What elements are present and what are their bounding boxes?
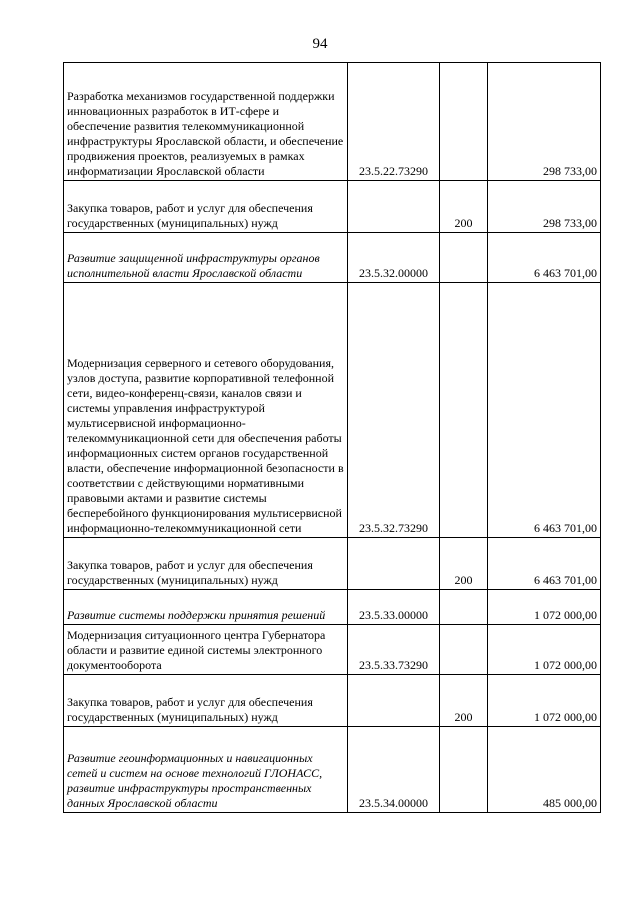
row-code: 23.5.33.00000: [348, 590, 440, 625]
row-type: 200: [440, 538, 488, 590]
row-sum: 485 000,00: [488, 727, 601, 813]
page-number: 94: [312, 36, 328, 52]
row-type: [440, 590, 488, 625]
table-row: [64, 675, 601, 727]
row-type: [440, 727, 488, 813]
row-type: [440, 283, 488, 538]
row-name: Разработка механизмов государственной поддержки инновационных разработок в ИТ-сфере и обеспечение развития телекоммуникационной инфраструктуры Ярославской области, и обеспечение продвижения проектов, реализуемых в рамках информатизации Ярославской области: [64, 63, 348, 181]
table-row: [64, 233, 601, 283]
row-code: 23.5.22.73290: [348, 63, 440, 181]
row-sum: 6 463 701,00: [488, 538, 601, 590]
row-code: [348, 538, 440, 590]
row-name: Развитие системы поддержки принятия решений: [64, 590, 348, 625]
row-sum: 1 072 000,00: [488, 625, 601, 675]
row-type: 200: [440, 675, 488, 727]
row-sum: 298 733,00: [488, 181, 601, 233]
row-name: Закупка товаров, работ и услуг для обеспечения государственных (муниципальных) нужд: [64, 538, 348, 590]
row-sum: 1 072 000,00: [488, 675, 601, 727]
row-name: Развитие геоинформационных и навигационных сетей и систем на основе технологий ГЛОНАСС, развитие инфраструктуры пространственных данных Ярославской области: [64, 727, 348, 813]
row-name: Закупка товаров, работ и услуг для обеспечения государственных (муниципальных) нужд: [64, 675, 348, 727]
row-type: 200: [440, 181, 488, 233]
row-sum: 6 463 701,00: [488, 283, 601, 538]
table-row: [64, 63, 601, 181]
row-code: 23.5.34.00000: [348, 727, 440, 813]
table-row: [64, 283, 601, 538]
table-row: [64, 727, 601, 813]
row-name: Развитие защищенной инфраструктуры органов исполнительной власти Ярославской области: [64, 233, 348, 283]
table-row: [64, 181, 601, 233]
budget-table: [63, 62, 601, 813]
row-code: 23.5.33.73290: [348, 625, 440, 675]
row-code: [348, 675, 440, 727]
row-sum: 1 072 000,00: [488, 590, 601, 625]
row-sum: 6 463 701,00: [488, 233, 601, 283]
row-type: [440, 625, 488, 675]
row-name: Модернизация серверного и сетевого оборудования, узлов доступа, развитие корпоративной телефонной сети, видео-конференц-связи, каналов связи и системы управления инфраструктурой мультисервисной информационно-телекоммуникационной сети для обеспечения работы информационных систем органов государственной власти, обеспечение информационной безопасности в соответствии с действующими нормативными правовыми актами и развитие системы бесперебойного функционирования мультисервисной информационно-телекоммуникационной сети: [64, 283, 348, 538]
row-code: 23.5.32.00000: [348, 233, 440, 283]
table-row: [64, 538, 601, 590]
row-code: 23.5.32.73290: [348, 283, 440, 538]
table-row: [64, 625, 601, 675]
row-code: [348, 181, 440, 233]
row-type: [440, 233, 488, 283]
table-row: [64, 590, 601, 625]
row-name: Модернизация ситуационного центра Губернатора области и развитие единой системы электронного документооборота: [64, 625, 348, 675]
row-type: [440, 63, 488, 181]
row-name: Закупка товаров, работ и услуг для обеспечения государственных (муниципальных) нужд: [64, 181, 348, 233]
row-sum: 298 733,00: [488, 63, 601, 181]
